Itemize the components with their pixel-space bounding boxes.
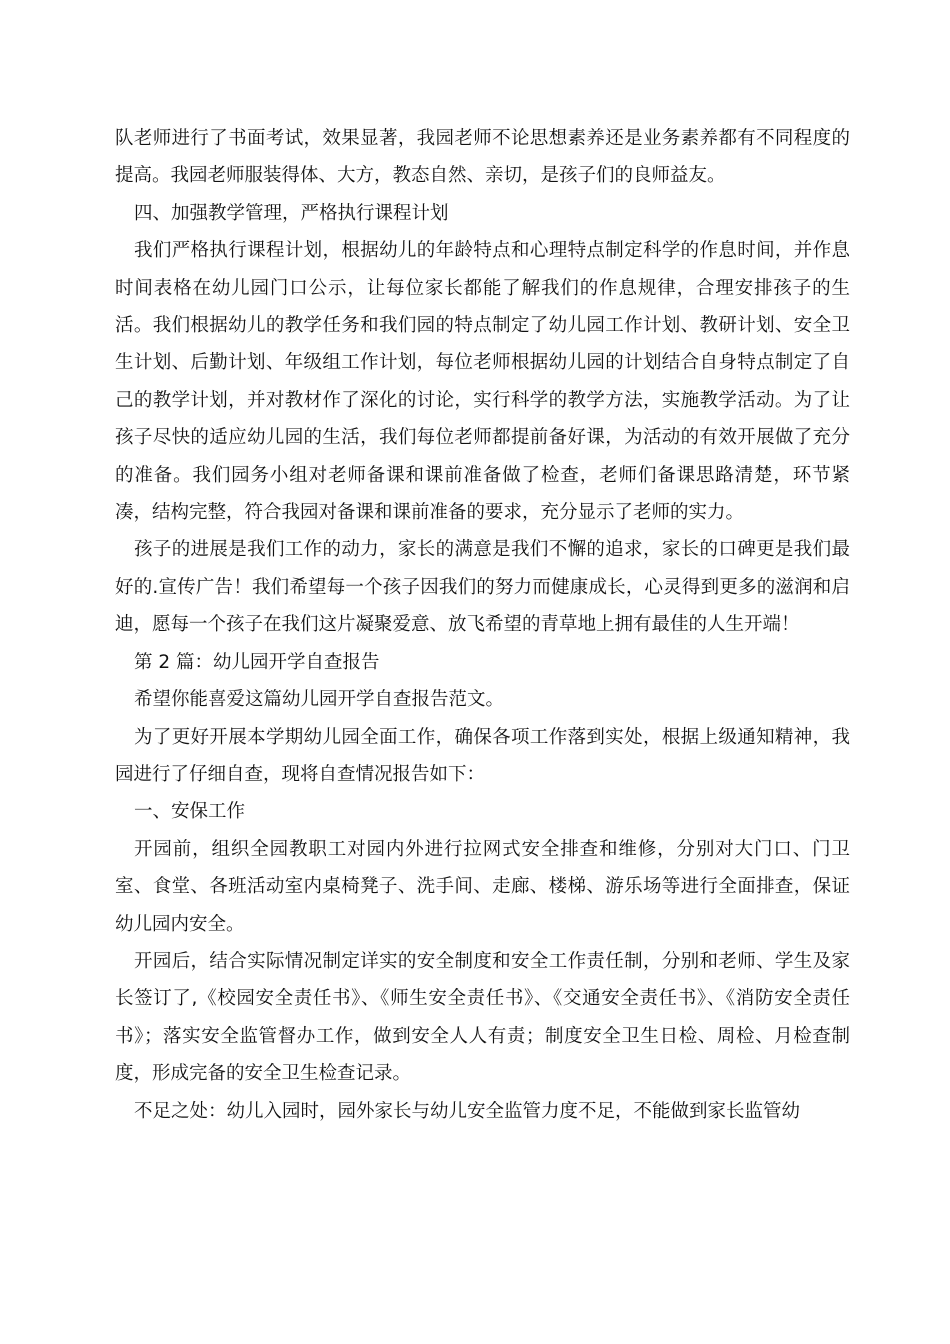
document-body (115, 120, 850, 1130)
paragraph-after-opening: 开园后，结合实际情况制定详实的安全制度和安全工作责任制，分别和老师、学生及家长签订了,《校园安全责任书》、《师生安全责任书》、《交通安全责任书》、《消防安全责任书》；落实安全监管督办工作，做到安全人人有责；制度安全卫生日检、周检、月检查制度，形成完备的安全卫生检查记录。 (115, 950, 850, 1085)
section-heading-security: 一、安保工作 (134, 801, 246, 823)
paragraph-intro: 希望你能喜爱这篇幼儿园开学自查报告范文。 (134, 689, 505, 711)
paragraph-self-check-overview: 为了更好开展本学期幼儿园全面工作，确保各项工作落到实处，根据上级通知精神，我园进行了仔细自查，现将自查情况报告如下： (115, 726, 850, 785)
paragraph-curriculum-plan: 我们严格执行课程计划，根据幼儿的年龄特点和心理特点制定科学的作息时间，并作息时间表格在幼儿园门口公示，让每位家长都能了解我们的作息规律，合理安排孩子的生活。我们根据幼儿的教学任务和我们园的特点制定了幼儿园工作计划、教研计划、安全卫生计划、后勤计划、年级组工作计划，每位老师根据幼儿园的计划结合自身特点制定了自己的教学计划，并对教材作了深化的讨论，实行科学的教学方法，实施教学活动。为了让孩子尽快的适应幼儿园的生活，我们每位老师都提前备好课，为活动的有效开展做了充分的准备。我们园务小组对老师备课和课前准备做了检查，老师们备课思路清楚，环节紧凑，结构完整，符合我园对备课和课前准备的要求，充分显示了老师的实力。 (115, 240, 850, 524)
paragraph-shortcomings: 不足之处：幼儿入园时，园外家长与幼儿安全监管力度不足，不能做到家长监管幼 (134, 1100, 801, 1122)
section-heading-teaching-management: 四、加强教学管理，严格执行课程计划 (134, 202, 449, 224)
paragraph-children-progress: 孩子的进展是我们工作的动力，家长的满意是我们不懈的追求，家长的口碑更是我们最好的.宣传广告！我们希望每一个孩子因我们的努力而健康成长，心灵得到更多的滋润和启迪，愿每一个孩子在我们这片凝聚爱意、放飞希望的青草地上拥有最佳的人生开端！ (115, 539, 850, 636)
paragraph-before-opening: 开园前，组织全园教职工对园内外进行拉网式安全排查和维修，分别对大门口、门卫室、食堂、各班活动室内桌椅凳子、洗手间、走廊、楼梯、游乐场等进行全面排查，保证幼儿园内安全。 (115, 838, 850, 935)
article-title-part-2: 第 2 篇：幼儿园开学自查报告 (134, 651, 380, 673)
paragraph-continued: 队老师进行了书面考试，效果显著，我园老师不论思想素养还是业务素养都有不同程度的提高。我园老师服装得体、大方，教态自然、亲切，是孩子们的良师益友。 (115, 128, 850, 187)
